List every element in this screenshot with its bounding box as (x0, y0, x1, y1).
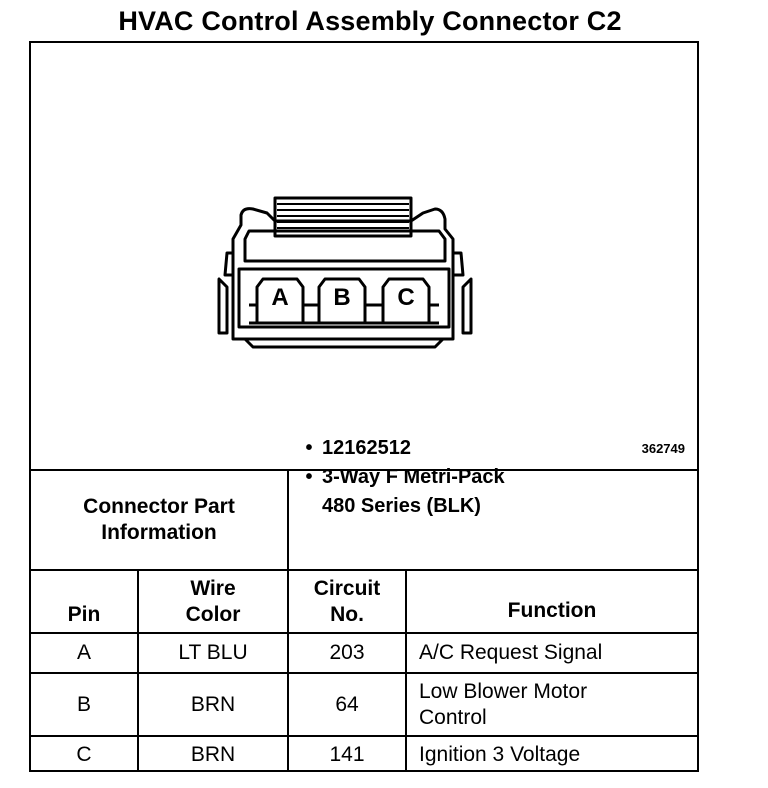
pin-label-a: A (271, 284, 289, 311)
right-clip (463, 279, 471, 333)
header-circuit-line1: Circuit (313, 576, 381, 600)
latch-ribs (277, 204, 409, 228)
row-a-wire-color: LT BLU (178, 641, 248, 664)
row-c-wire-color: BRN (190, 742, 236, 766)
header-circuit (289, 571, 405, 632)
part-info-label-line2: Information (101, 521, 217, 544)
row-b-function-line1: Low Blower Motor (419, 679, 588, 703)
connector-drawing (31, 43, 697, 469)
row-a-function: A/C Request Signal (419, 641, 603, 664)
pin-label-c: C (397, 284, 415, 311)
right-latch (453, 253, 463, 275)
part-number: 12162512 (322, 437, 411, 459)
pin-label-b: B (333, 284, 351, 311)
row-a-pin: A (76, 641, 91, 664)
header-pin: Pin (67, 603, 101, 626)
row-b-wire-color: BRN (190, 692, 236, 716)
left-clip (219, 279, 227, 333)
bullet-icon: • (305, 437, 313, 459)
figure-number: 362749 (641, 441, 685, 456)
part-info-list (296, 434, 505, 521)
part-description-line1: 3-Way F Metri-Pack (322, 466, 505, 488)
part-info-item (296, 434, 505, 463)
connector-frame (29, 41, 699, 772)
row-c-function: Ignition 3 Voltage (419, 742, 581, 766)
part-info-item (296, 463, 505, 492)
part-info-item-continued (296, 492, 505, 521)
header-circuit-line2: No. (330, 602, 364, 626)
header-wire-color-line2: Color (185, 602, 241, 626)
header-wire-color-line1: Wire (190, 576, 236, 600)
connector-diagram (31, 43, 697, 469)
row-b-function (407, 674, 697, 735)
row-c-circuit: 141 (329, 742, 365, 766)
left-latch (225, 253, 233, 275)
row-a-circuit: 203 (329, 641, 365, 664)
row-b-function-line2: Control (419, 705, 487, 729)
page-title: HVAC Control Assembly Connector C2 (118, 6, 622, 36)
row-b-pin: B (76, 692, 91, 716)
row-c-pin: C (76, 742, 92, 766)
header-wire-color (139, 571, 287, 632)
row-b-circuit: 64 (335, 692, 359, 716)
part-info-label-line1: Connector Part (83, 495, 235, 518)
part-description-line2: 480 Series (BLK) (322, 495, 481, 517)
part-info-label (31, 471, 287, 569)
bullet-icon: • (305, 466, 313, 488)
header-function: Function (507, 599, 597, 622)
